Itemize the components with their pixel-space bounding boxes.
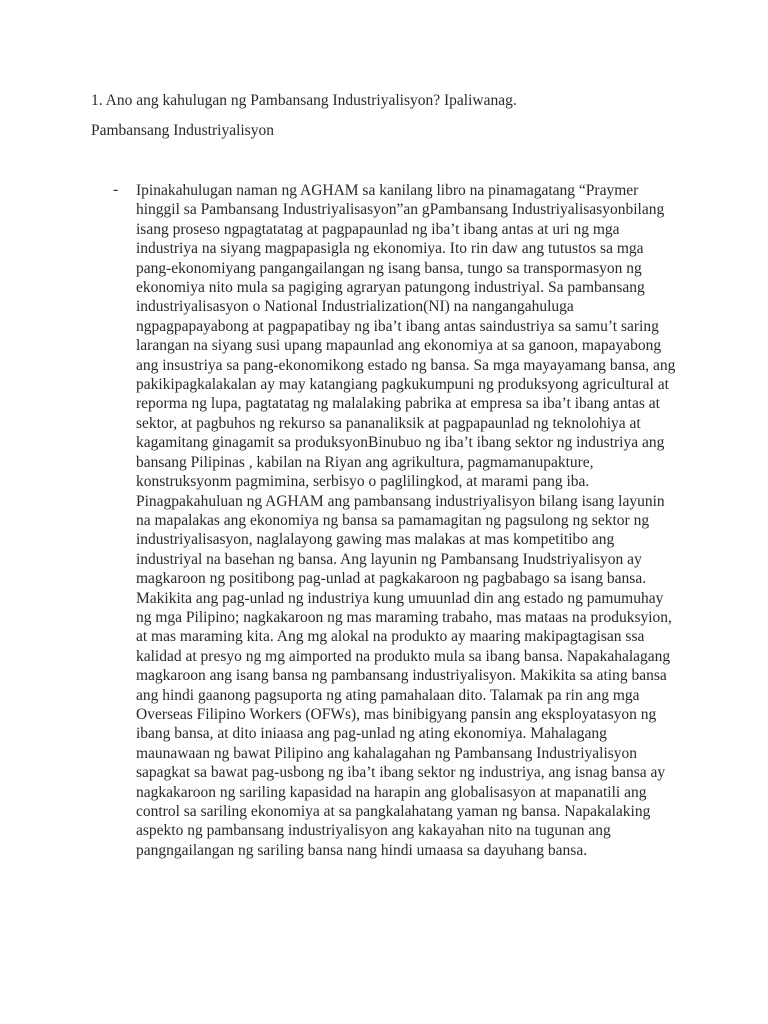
- paragraph-line: at mas maraming kita. Ang mg alokal na produkto ay maaring makipagtagisan ssa: [136, 628, 645, 646]
- paragraph-line: ngpagpapayabong at pagpapatibay ng iba’t ibang antas saindustriya sa samu’t saring: [136, 317, 659, 335]
- paragraph-line: ang hindi gaanong pagsuporta ng ating pamahalaan dito. Talamak pa rin ang mga: [136, 686, 640, 704]
- paragraph-line: magkaroon ng positibong pag-unlad at pagkakaroon ng pagbabago sa isang bansa.: [136, 570, 647, 588]
- body-paragraph: [136, 181, 676, 860]
- paragraph-line: hinggil sa Pambansang Industriyalisasyon”an gPambansang Industriyalisasyonbilang: [136, 201, 665, 219]
- paragraph-line: konstruksyonm pagmimina, serbisyo o paglilingkod, at marami pang iba.: [136, 473, 590, 491]
- paragraph-line: pangngailangan ng sariling bansa nang hindi umaasa sa dayuhang bansa.: [136, 841, 588, 859]
- bullet-dash: -: [113, 181, 119, 198]
- paragraph-line: larangan na siyang susi upang mapaunlad ang ekonomiya at sa ganoon, mapayabong: [136, 337, 662, 355]
- paragraph-line: maunawaan ng bawat Pilipino ang kahalagahan ng Pambansang Industriyalisyon: [136, 744, 638, 762]
- paragraph-line: sektor, at pagbuhos ng rekurso sa pananaliksik at pagpapaunlad ng teknolohiya at: [136, 414, 641, 432]
- paragraph-line: industriyalisasyon, naglalayong gawing mas malakas at mas kompetitibo ang: [136, 531, 615, 549]
- paragraph-line: ang insustriya sa pang-ekonomikong estado ng bansa. Sa mga mayayamang bansa, ang: [136, 356, 676, 374]
- paragraph-line: ng mga Pilipino; nagkakaroon ng mas maraming trabaho, mas mataas na produksyion,: [136, 608, 672, 626]
- paragraph-line: kalidad at presyo ng mg aimported na produkto mula sa ibang bansa. Napakahalagang: [136, 647, 671, 665]
- paragraph-line: control sa sariling ekonomiya at sa pangkalahatang yaman ng bansa. Napakalaking: [136, 803, 651, 820]
- paragraph-line: industriyal na basehan ng bansa. Ang layunin ng Pambansang Inudstriyalisyon ay: [136, 550, 642, 568]
- paragraph-line: pakikipagkalakalan ay may katangiang pagkukumpuni ng produksyong agricultural at: [136, 376, 669, 394]
- paragraph-line: kagamitang ginagamit sa produksyonBinubuo ng iba’t ibang sektor ng industriya ang: [136, 434, 665, 452]
- paragraph-line: industriyalisasyon o National Industrialization(NI) na nangangahuluga: [136, 298, 574, 316]
- question-text: 1. Ano ang kahulugan ng Pambansang Industriyalisyon? Ipaliwanag.: [91, 92, 517, 109]
- paragraph-line: bansang Pilipinas , kabilan na Riyan ang agrikultura, pagmamanupakture,: [136, 453, 594, 471]
- paragraph-line: aspekto ng pambansang industriyalisyon ang kakayahan nito na tugunan ang: [136, 822, 611, 840]
- paragraph-line: Makikita ang pag-unlad ng industriya kung umuunlad din ang estado ng pamumuhay: [136, 589, 664, 607]
- paragraph-line: sapagkat sa bawat pag-usbong ng iba’t ibang sektor ng industriya, ang isnag bansa ay: [136, 764, 666, 782]
- paragraph-line: industriya na siyang magpapasigla ng ekonomiya. Ito rin daw ang tutustos sa mga: [136, 240, 644, 258]
- paragraph-line: nagkakaroon ng sariling kapasidad na harapin ang globalisasyon at mapanatili ang: [136, 783, 647, 801]
- paragraph-line: Overseas Filipino Workers (OFWs), mas binibigyang pansin ang eksployatasyon ng: [136, 705, 657, 723]
- paragraph-line: pang-ekonomiyang pangangailangan ng isang bansa, tungo sa transpormasyon ng: [136, 259, 642, 277]
- paragraph-line: reporma ng lupa, pagtatatag ng malalaking pabrika at empresa sa iba’t ibang antas at: [136, 395, 660, 413]
- section-heading: Pambansang Industriyalisyon: [91, 122, 274, 139]
- paragraph-line: ibang bansa, at dito iniaasa ang pag-unlad ng ating ekonomiya. Mahalagang: [136, 725, 607, 743]
- paragraph-line: Ipinakahulugan naman ng AGHAM sa kanilang libro na pinamagatang “Praymer: [136, 182, 639, 199]
- paragraph-line: na mapalakas ang ekonomiya ng bansa sa pamamagitan ng pagsulong ng sektor ng: [136, 511, 650, 529]
- paragraph-line: isang proseso ngpagtatatag at pagpapaunlad ng iba’t ibang antas at uri ng mga: [136, 220, 620, 238]
- paragraph-line: magkaroon ang isang bansa ng pambansang industriyalisyon. Makikita sa ating bansa: [136, 667, 667, 685]
- paragraph-line: Pinagpakahuluan ng AGHAM ang pambansang industriyalisyon bilang isang layunin: [136, 492, 665, 510]
- paragraph-line: ekonomiya nito mula sa pagiging agraryan patungong industriyal. Sa pambansang: [136, 279, 645, 297]
